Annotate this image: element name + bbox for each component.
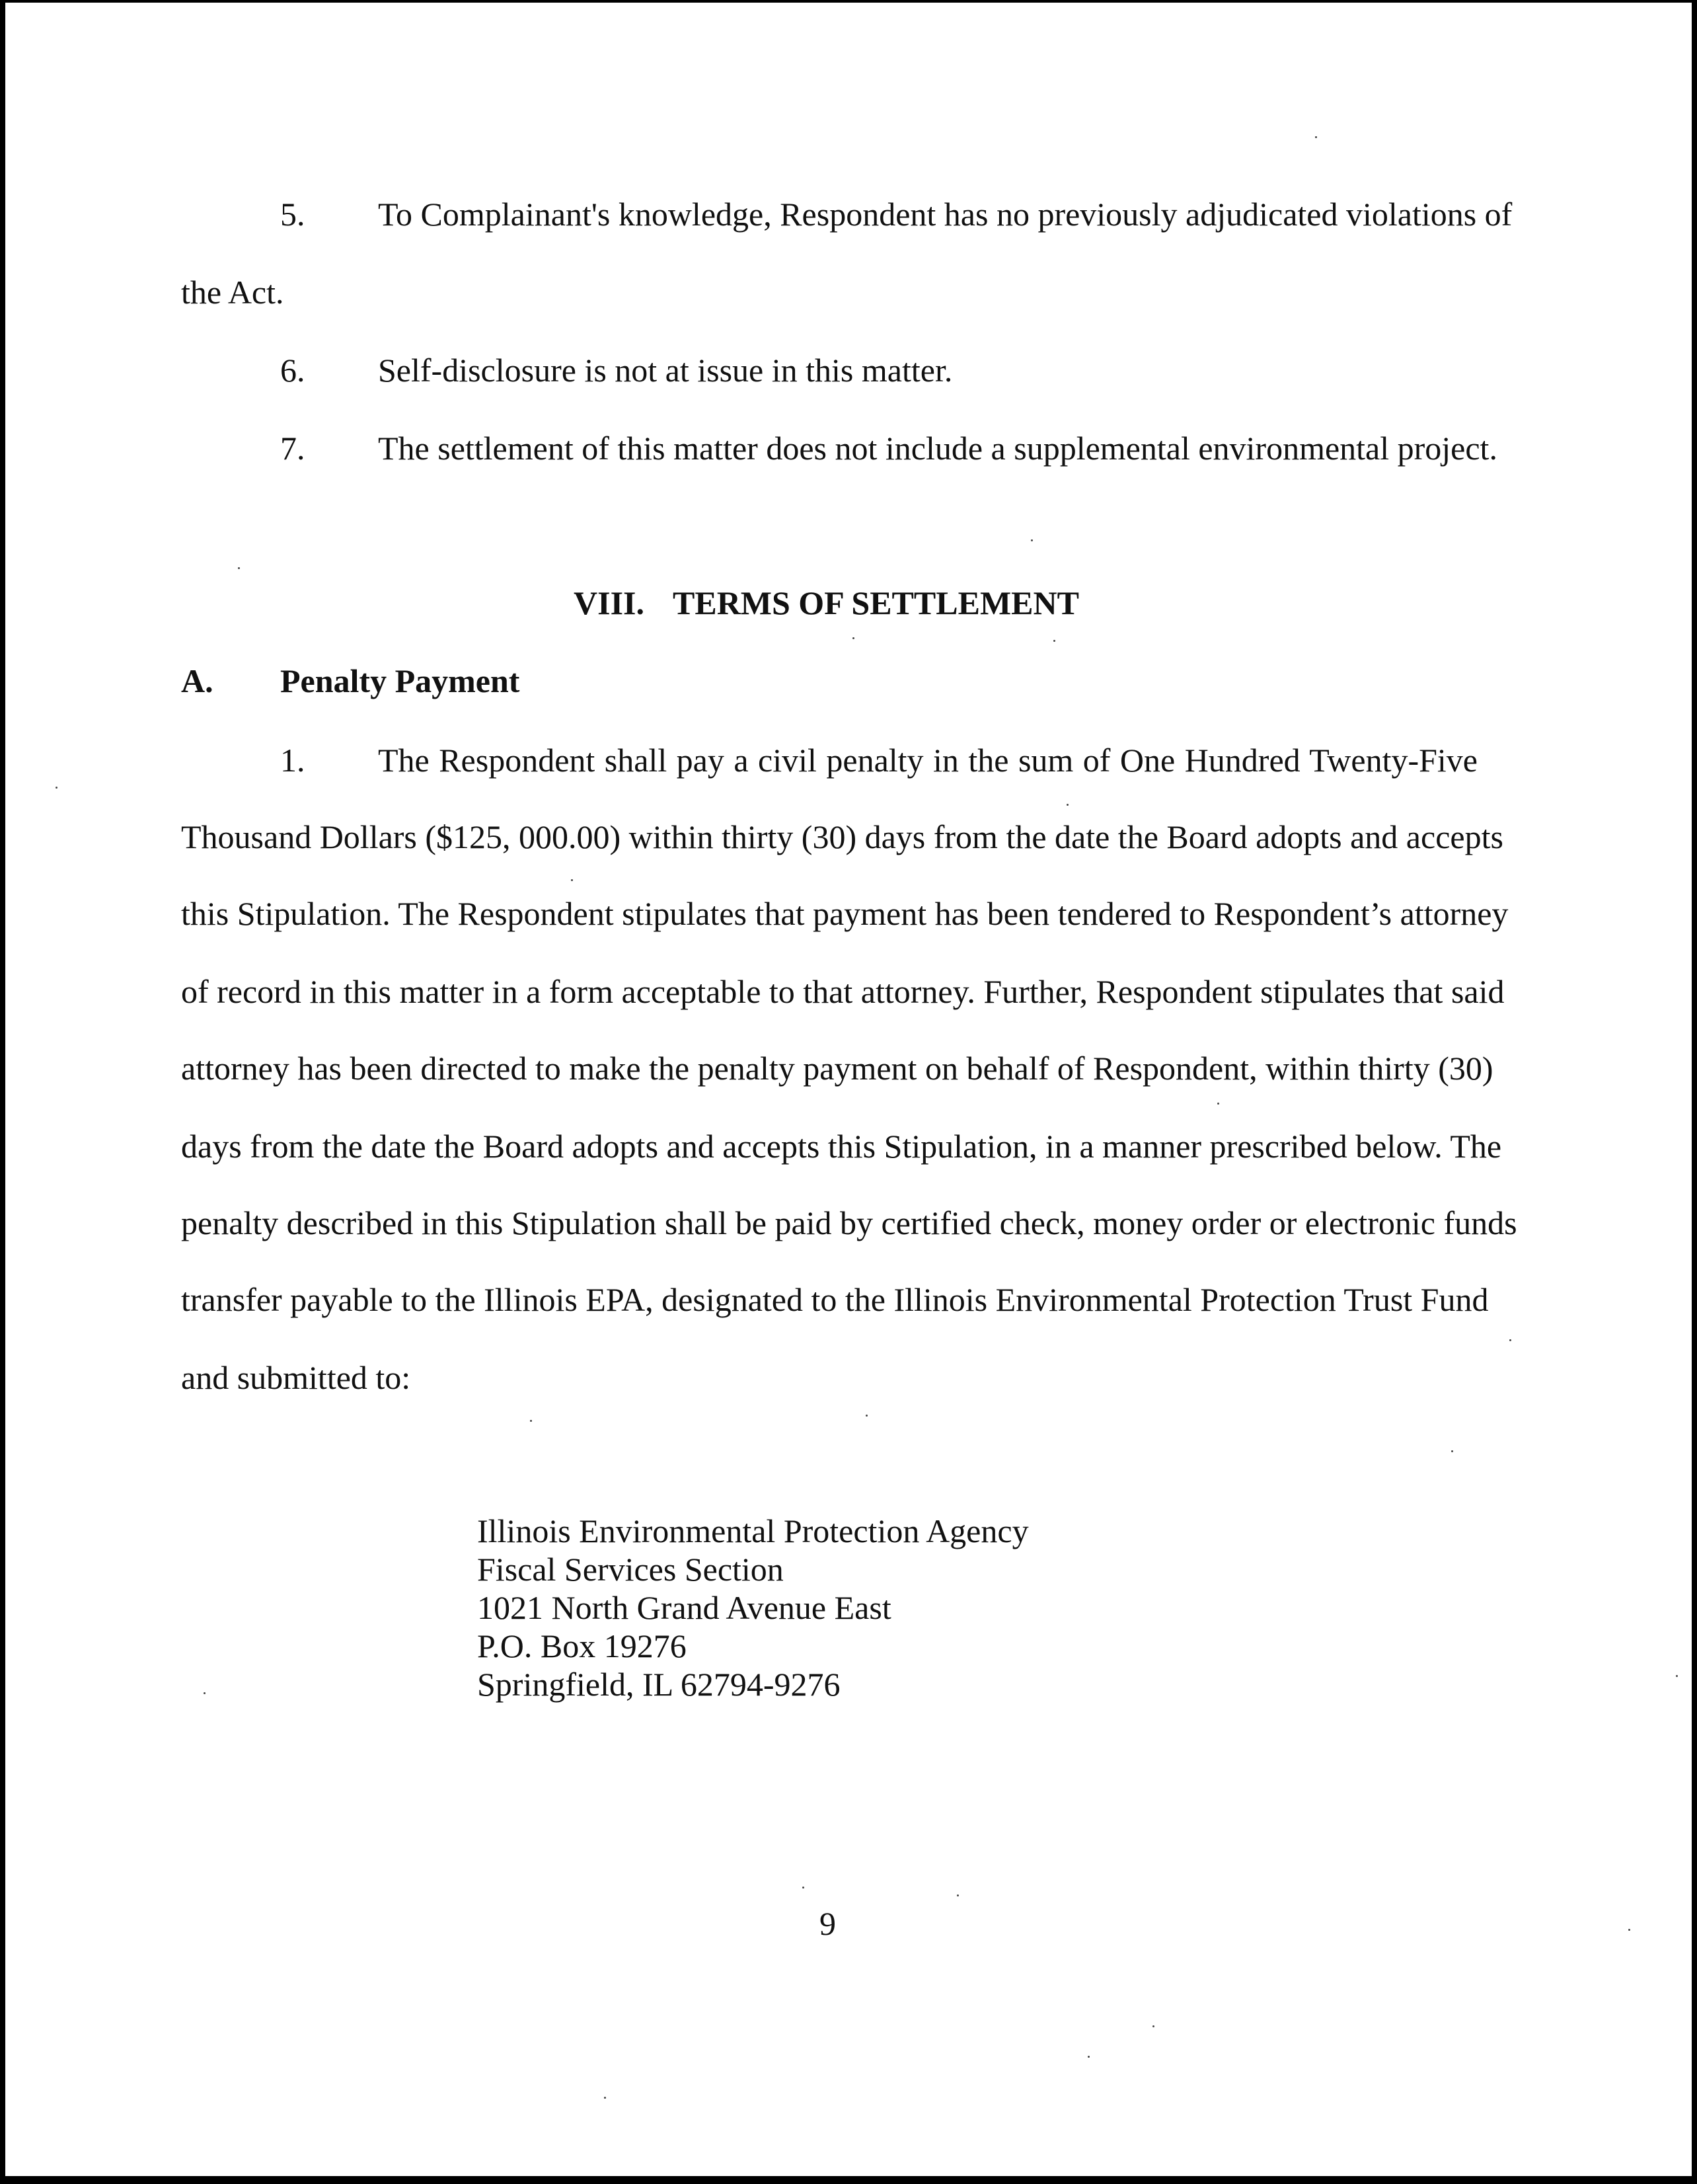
address-line-3: 1021 North Grand Avenue East bbox=[477, 1589, 891, 1626]
paragraph-1-line-8: transfer payable to the Illinois EPA, designated to the Illinois Environmental Protection Trust Fund bbox=[181, 1281, 1489, 1318]
scan-speck bbox=[204, 1692, 206, 1694]
paragraph-1-line-4: of record in this matter in a form acceptable to that attorney. Further, Respondent stipulates that said bbox=[181, 973, 1505, 1010]
paragraph-1-number: 1. bbox=[280, 742, 305, 779]
scan-speck bbox=[1067, 804, 1069, 806]
subsection-title: Penalty Payment bbox=[280, 662, 520, 699]
item-5-number: 5. bbox=[280, 196, 305, 233]
scan-speck bbox=[852, 637, 854, 639]
scan-speck bbox=[1217, 1103, 1219, 1105]
address-line-2: Fiscal Services Section bbox=[477, 1551, 784, 1588]
item-7-text: The settlement of this matter does not include a supplemental environmental project. bbox=[378, 430, 1497, 467]
paragraph-1-line-3: this Stipulation. The Respondent stipulates that payment has been tendered to Respondent’s attorney bbox=[181, 895, 1509, 932]
scan-speck bbox=[802, 1887, 804, 1889]
item-5-text: To Complainant's knowledge, Respondent has no previously adjudicated violations of bbox=[378, 196, 1513, 233]
page-number: 9 bbox=[819, 1905, 836, 1942]
paragraph-1-line-7: penalty described in this Stipulation shall be paid by certified check, money order or electronic funds bbox=[181, 1204, 1517, 1241]
scan-speck bbox=[1676, 1675, 1678, 1677]
scan-speck bbox=[1053, 640, 1055, 642]
scan-speck bbox=[1451, 1450, 1453, 1452]
item-6-number: 6. bbox=[280, 352, 305, 389]
address-line-1: Illinois Environmental Protection Agency bbox=[477, 1512, 1029, 1549]
scan-speck bbox=[866, 1415, 868, 1417]
scan-speck bbox=[604, 2097, 606, 2099]
scan-speck bbox=[957, 1894, 959, 1896]
item-5-continuation: the Act. bbox=[181, 274, 284, 311]
item-7-number: 7. bbox=[280, 430, 305, 467]
item-6-text: Self-disclosure is not at issue in this matter. bbox=[378, 352, 953, 389]
paragraph-1-line-2: Thousand Dollars ($125, 000.00) within thirty (30) days from the date the Board adopts and accepts bbox=[181, 818, 1503, 855]
scan-speck bbox=[1152, 2025, 1154, 2027]
scan-speck bbox=[1509, 1339, 1511, 1341]
scan-speck bbox=[1315, 136, 1317, 138]
section-title: TERMS OF SETTLEMENT bbox=[673, 584, 1079, 621]
address-line-5: Springfield, IL 62794-9276 bbox=[477, 1666, 841, 1703]
scan-speck bbox=[238, 567, 240, 569]
paragraph-1-line-5: attorney has been directed to make the penalty payment on behalf of Respondent, within thirty (30) bbox=[181, 1050, 1493, 1087]
paragraph-1-line-1: The Respondent shall pay a civil penalty in the sum of One Hundred Twenty-Five bbox=[378, 742, 1478, 779]
scan-speck bbox=[1088, 2056, 1090, 2058]
paragraph-1-line-6: days from the date the Board adopts and accepts this Stipulation, in a manner prescribed below. The bbox=[181, 1128, 1502, 1165]
scan-speck bbox=[530, 1420, 532, 1422]
scan-speck bbox=[571, 879, 573, 881]
section-numeral: VIII. bbox=[574, 584, 644, 621]
scan-speck bbox=[1031, 539, 1033, 541]
scan-speck bbox=[1628, 1929, 1630, 1931]
address-line-4: P.O. Box 19276 bbox=[477, 1627, 687, 1664]
paragraph-1-line-9: and submitted to: bbox=[181, 1359, 411, 1396]
subsection-letter: A. bbox=[181, 662, 213, 699]
scan-speck bbox=[56, 787, 57, 789]
